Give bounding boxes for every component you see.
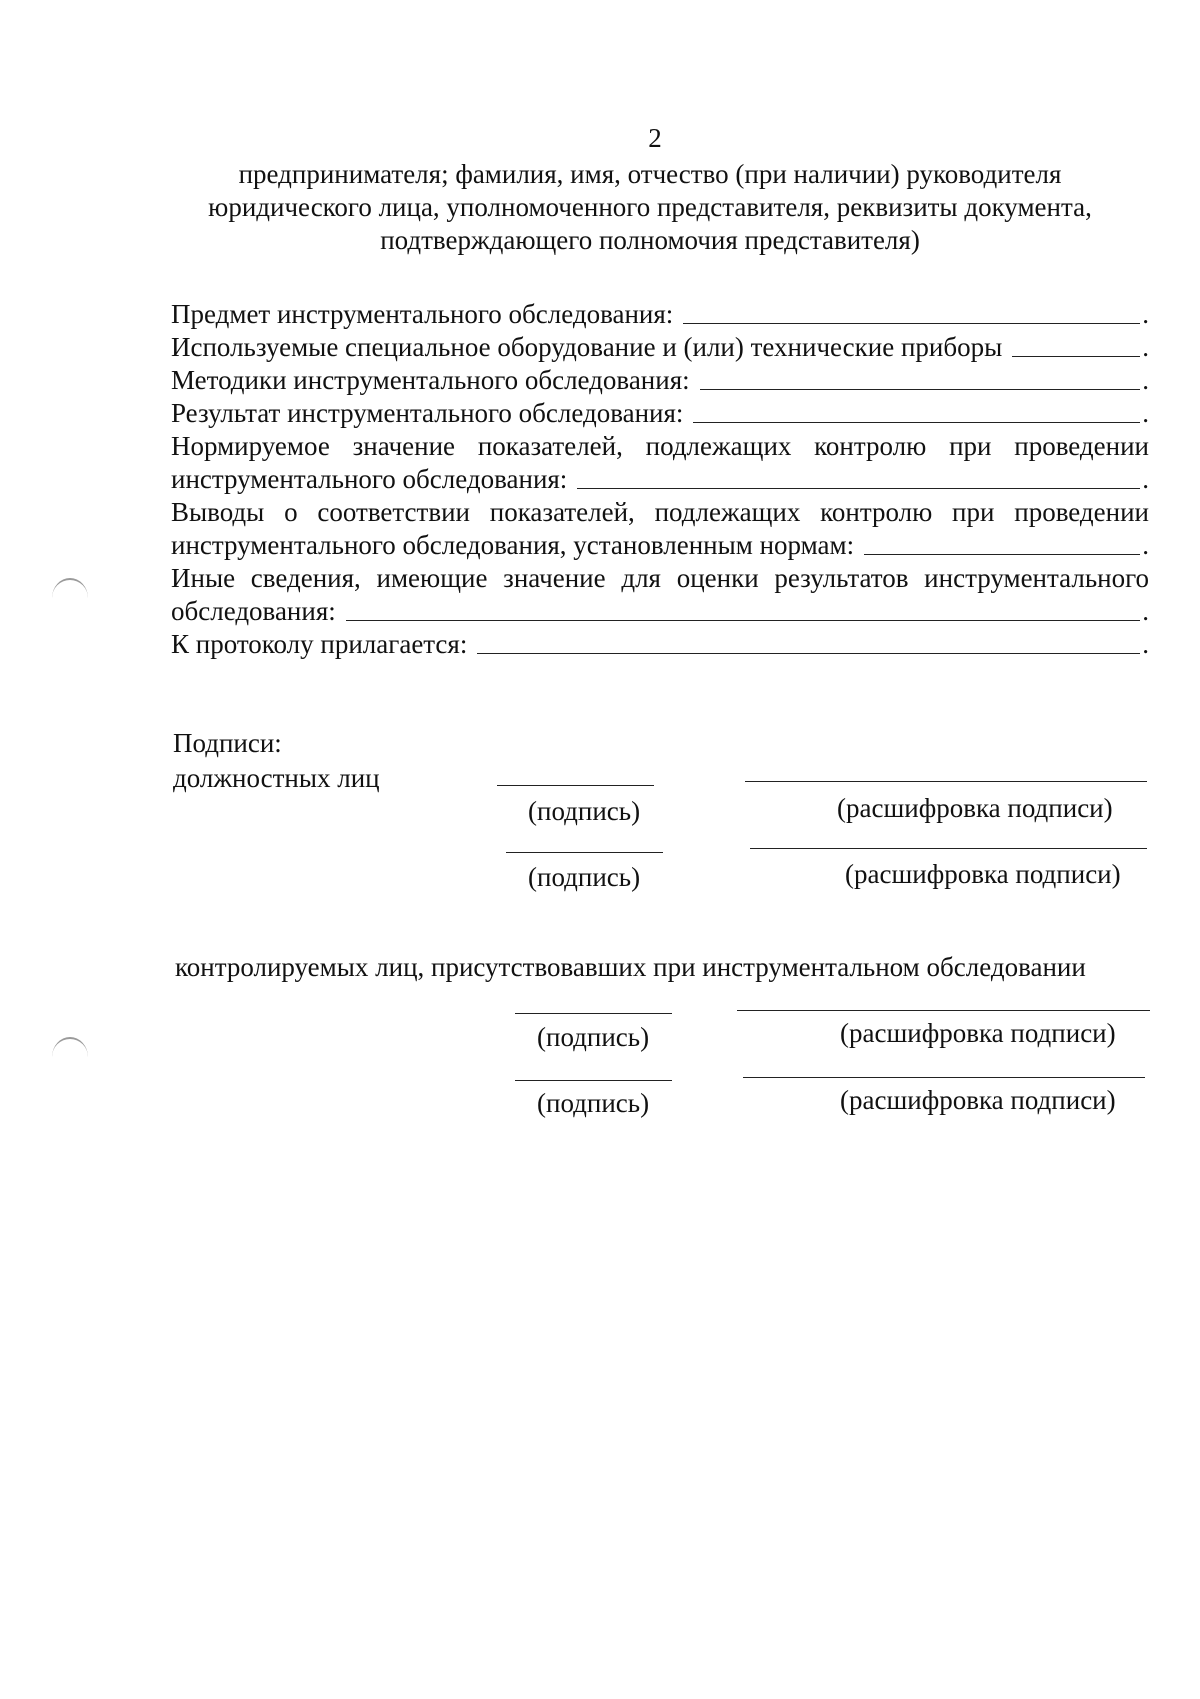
intro-line: юридического лица, уполномоченного представителя, реквизиты документа,	[208, 192, 1092, 222]
field-methods-label: Методики инструментального обследования:	[171, 365, 690, 395]
field-attachments-label: К протоколу прилагается:	[171, 629, 468, 659]
field-period: .	[1142, 596, 1149, 626]
field-conclusions-label-line2: инструментального обследования, установленным нормам:	[171, 530, 855, 560]
controlled-1-signature-caption: (подпись)	[537, 1022, 650, 1052]
controlled-persons-label: контролируемых лиц, присутствовавших при инструментальном обследовании	[175, 952, 1086, 982]
officials-label: должностных лиц	[173, 763, 380, 793]
field-other-label-line2: обследования:	[171, 596, 336, 626]
field-methods	[171, 364, 1149, 397]
intro-line: предпринимателя; фамилия, имя, отчество (при наличии) руководителя	[238, 159, 1062, 189]
field-normative	[171, 463, 1149, 496]
binder-hole-mark	[52, 1037, 88, 1057]
controlled-2-signature-caption: (подпись)	[537, 1088, 650, 1118]
field-conclusions-label-line1: Выводы о соответствии показателей, подлежащих контролю при проведении	[171, 497, 1149, 527]
field-methods-blank[interactable]	[700, 389, 1141, 390]
official-1-decoding-caption: (расшифровка подписи)	[837, 793, 1113, 823]
page-number: 2	[648, 123, 662, 153]
field-attachments-blank[interactable]	[477, 653, 1140, 654]
official-1-signature-caption: (подпись)	[528, 796, 641, 826]
field-conclusions	[171, 529, 1149, 562]
field-result-label: Результат инструментального обследования:	[171, 398, 684, 428]
official-2-signature-caption: (подпись)	[528, 862, 641, 892]
field-normative-label-line2: инструментального обследования:	[171, 464, 568, 494]
controlled-2-decoding-line[interactable]	[743, 1077, 1145, 1078]
controlled-1-signature-line[interactable]	[515, 1013, 672, 1014]
field-equipment-label: Используемые специальное оборудование и (или) технические приборы	[171, 332, 1003, 362]
field-result-blank[interactable]	[693, 422, 1140, 423]
protocol-fields	[171, 298, 1149, 661]
intro-line: подтверждающего полномочия представителя)	[380, 225, 920, 255]
field-subject-label: Предмет инструментального обследования:	[171, 299, 674, 329]
field-period: .	[1142, 464, 1149, 494]
field-attachments	[171, 628, 1149, 661]
field-subject-blank[interactable]	[683, 323, 1140, 324]
field-other	[171, 595, 1149, 628]
official-2-signature-line[interactable]	[506, 852, 663, 853]
field-period: .	[1142, 365, 1149, 395]
field-equipment-blank[interactable]	[1012, 356, 1140, 357]
field-subject	[171, 298, 1149, 331]
intro-text	[150, 158, 1150, 257]
field-period: .	[1142, 629, 1149, 659]
binder-hole-mark	[52, 578, 88, 598]
field-other-label-line1: Иные сведения, имеющие значение для оценки результатов инструментального	[171, 563, 1149, 593]
controlled-1-decoding-line[interactable]	[737, 1010, 1150, 1011]
controlled-2-decoding-caption: (расшифровка подписи)	[840, 1085, 1116, 1115]
field-normative-label-line1: Нормируемое значение показателей, подлежащих контролю при проведении	[171, 431, 1149, 461]
official-2-decoding-line[interactable]	[750, 848, 1147, 849]
official-2-decoding-caption: (расшифровка подписи)	[845, 859, 1121, 889]
signatures-heading: Подписи:	[173, 728, 282, 758]
field-period: .	[1142, 398, 1149, 428]
field-period: .	[1142, 332, 1149, 362]
field-result	[171, 397, 1149, 430]
field-other-blank[interactable]	[346, 620, 1140, 621]
field-period: .	[1142, 530, 1149, 560]
controlled-2-signature-line[interactable]	[515, 1080, 672, 1081]
official-1-signature-line[interactable]	[497, 785, 654, 786]
controlled-1-decoding-caption: (расшифровка подписи)	[840, 1018, 1116, 1048]
field-equipment	[171, 331, 1149, 364]
official-1-decoding-line[interactable]	[745, 781, 1147, 782]
field-period: .	[1142, 299, 1149, 329]
field-normative-blank[interactable]	[577, 488, 1140, 489]
field-conclusions-blank[interactable]	[864, 554, 1140, 555]
